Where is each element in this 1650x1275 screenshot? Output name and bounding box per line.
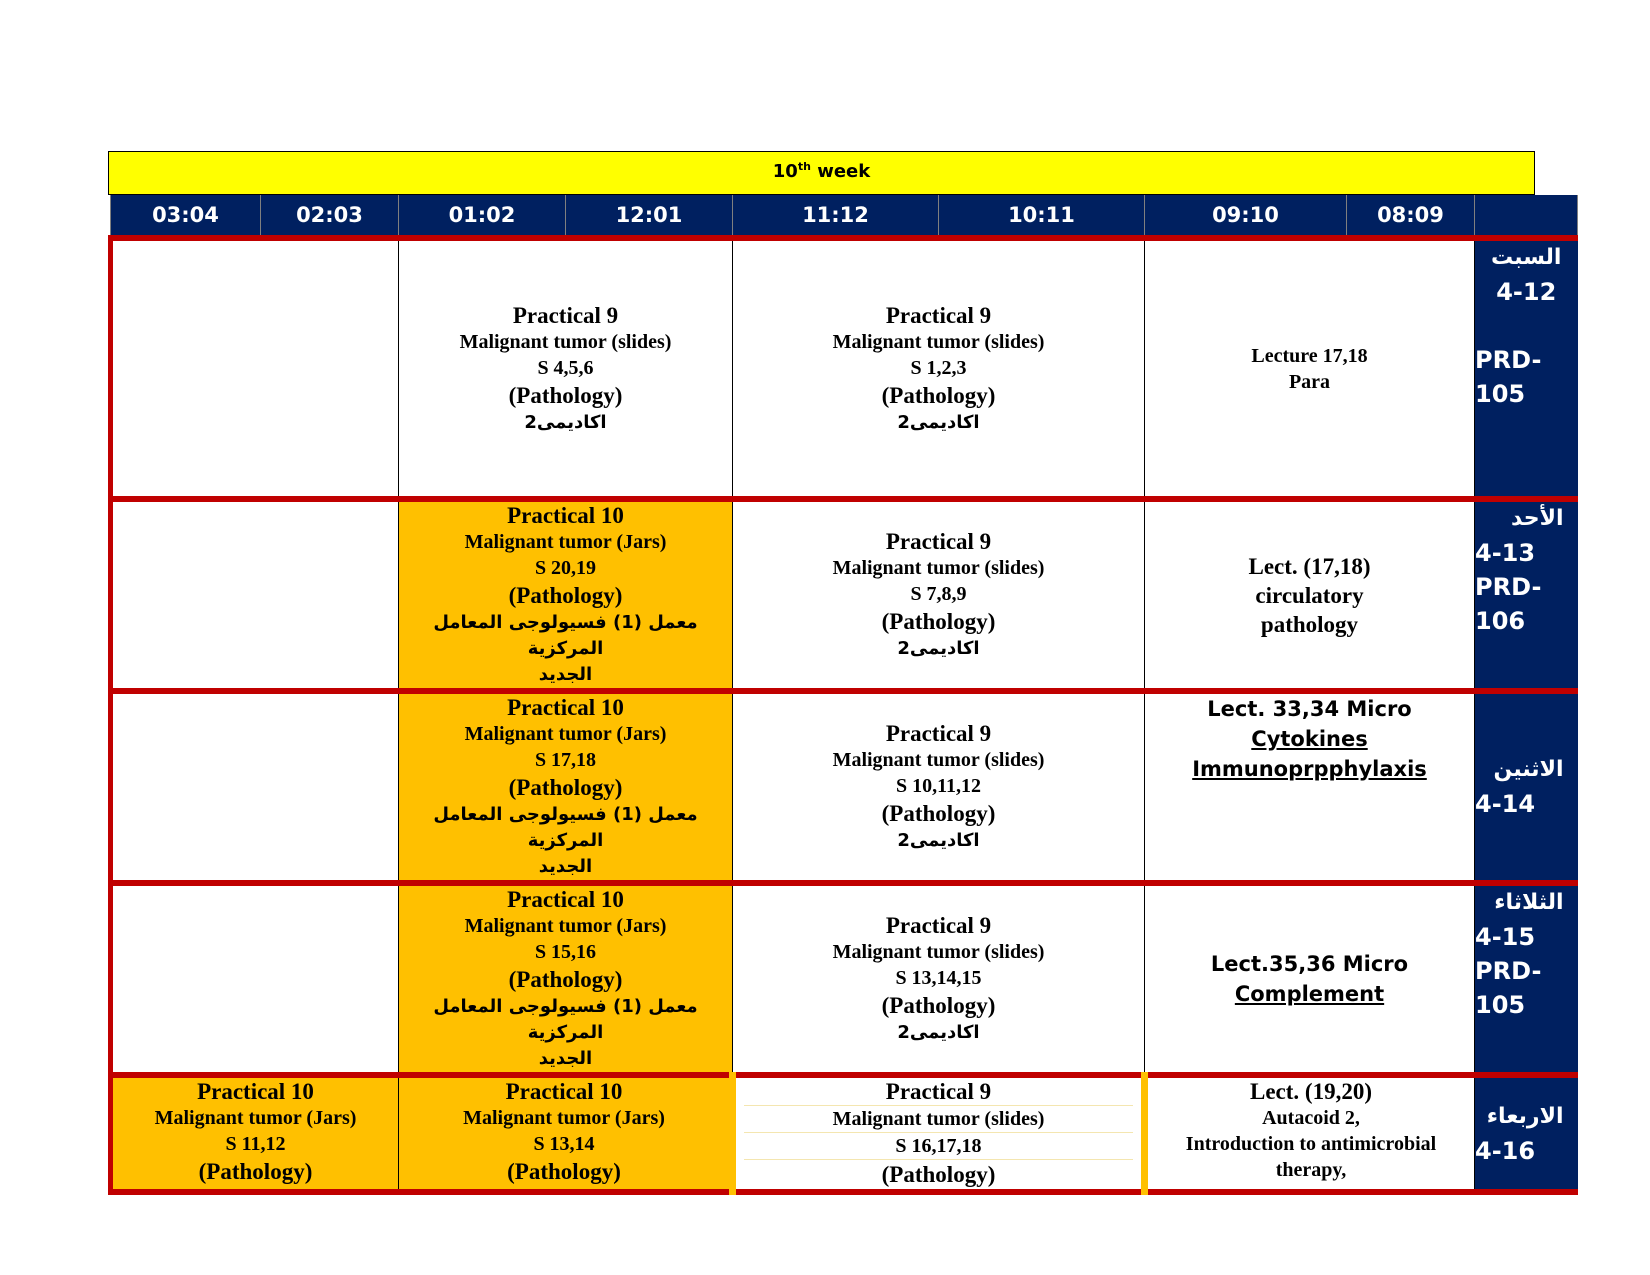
session-department: (Pathology) [508,583,623,608]
session-groups: S 10,11,12 [895,775,982,797]
lecture-title: Lect. (17,18) [1248,553,1371,579]
session-groups: S 16,17,18 [744,1133,1133,1160]
slot-1201 [399,238,733,499]
session-room: اكاديمى2 [897,1022,980,1043]
day-date: 4-14 [1475,790,1536,818]
lecture-title: Lecture 17,18 [1251,344,1368,367]
slot-0809 [1145,691,1475,883]
day-date: 4-16 [1475,1136,1536,1165]
session-topic: Malignant tumor (Jars) [154,1107,357,1129]
time-slot-header: 10:11 [939,195,1145,238]
session-groups: S 4,5,6 [537,356,594,379]
slot-1011 [733,883,1145,1075]
session-department: (Pathology) [881,993,996,1018]
session-groups: S 17,18 [534,749,597,771]
session-room: اكاديمى2 [897,638,980,659]
session-department: (Pathology) [198,1159,313,1184]
session-title: Practical 10 [507,503,624,528]
session-title: Practical 10 [507,695,624,720]
session-topic: Malignant tumor (slides) [459,330,672,353]
slot-1201 [399,499,733,691]
slot-0809 [1145,883,1475,1075]
slot-0809 [1145,1075,1475,1192]
time-slot-header: 08:09 [1347,195,1475,238]
session-department: (Pathology) [508,382,623,408]
lecture-topic: Immunoprpphylaxis [1192,757,1427,781]
day-row-sunday [111,499,1578,691]
time-slot-header: 01:02 [399,195,566,238]
day-date: 4-13 [1475,539,1536,567]
session-room-suffix: الجديد [538,856,593,877]
day-room: PRD- [1475,573,1542,601]
day-row-tuesday [111,883,1578,1075]
week-title: 10th week [108,151,1535,195]
session-department: (Pathology) [881,382,996,408]
lecture-title: Lect.35,36 Micro [1210,952,1409,976]
day-row-saturday [111,238,1578,499]
slot-1201 [399,691,733,883]
session-topic: Malignant tumor (slides) [832,557,1045,579]
day-label-tuesday [1475,883,1578,1075]
session-topic: Malignant tumor (slides) [832,330,1045,353]
lecture-topic: Cytokines [1251,727,1368,751]
session-room-suffix: الجديد [538,1048,593,1069]
session-topic: Malignant tumor (slides) [832,941,1045,963]
session-title: Practical 9 [885,913,992,938]
slot-1201 [399,883,733,1075]
slot-1011 [733,499,1145,691]
slot-afternoon [111,238,399,499]
day-label-sunday [1475,499,1578,691]
session-groups: S 1,2,3 [910,356,967,379]
session-room: معمل (1) فسيولوجى المعامل المركزية [433,612,698,659]
slot-1011 [733,238,1145,499]
day-name: الأحد [1511,506,1564,531]
lecture-topic: Autacoid 2, [1262,1107,1360,1129]
session-department: (Pathology) [508,775,623,800]
session-title: Practical 10 [197,1079,314,1104]
session-title: Practical 10 [505,1079,623,1104]
time-slot-header: 12:01 [566,195,733,238]
day-room: PRD- [1475,957,1542,985]
session-topic: Malignant tumor (Jars) [463,1107,665,1129]
session-room: معمل (1) فسيولوجى المعامل المركزية [433,804,698,851]
slot-0809 [1145,238,1475,499]
day-room: PRD- [1475,346,1542,374]
slot-afternoon [111,883,399,1075]
session-topic: Malignant tumor (Jars) [464,723,667,745]
day-name: الاثنين [1493,757,1564,782]
session-groups: S 11,12 [225,1133,286,1155]
day-column-header [1475,195,1578,238]
lecture-title: Lect. 33,34 Micro [1207,697,1412,721]
day-label-wednesday [1475,1075,1578,1192]
session-room: اكاديمى2 [524,411,607,433]
session-department: (Pathology) [881,801,996,826]
time-slot-header: 02:03 [261,195,399,238]
session-groups: S 13,14,15 [895,967,982,989]
slot-1201 [399,1075,733,1192]
day-room-number: 105 [1475,380,1526,408]
session-department: (Pathology) [508,967,623,992]
session-topic: Malignant tumor (Jars) [464,915,667,937]
session-title: Practical 9 [744,1078,1133,1106]
slot-afternoon [111,499,399,691]
day-label-saturday [1475,238,1578,499]
session-groups: S 15,16 [534,941,597,963]
day-room-number: 105 [1475,991,1526,1019]
day-row-wednesday [111,1075,1578,1192]
session-title: Practical 9 [885,721,992,746]
session-department: (Pathology) [507,1159,621,1184]
slot-afternoon [111,1075,399,1192]
schedule-sheet [108,151,1564,1195]
day-name: الاربعاء [1486,1103,1564,1129]
session-room: اكاديمى2 [897,411,980,433]
lecture-subject: Para [1288,370,1331,393]
lecture-topic: Complement [1234,982,1385,1006]
session-topic: Malignant tumor (slides) [744,1106,1133,1133]
session-department: (Pathology) [881,609,996,634]
time-slot-header: 03:04 [111,195,261,238]
session-title: Practical 9 [512,302,619,328]
day-name: السبت [1491,245,1562,270]
session-room-suffix: الجديد [538,664,593,685]
time-slot-header: 09:10 [1145,195,1347,238]
lecture-title: Lect. (19,20) [1250,1079,1372,1104]
lecture-topic: Introduction to antimicrobial [1185,1133,1437,1155]
slot-0809 [1145,499,1475,691]
session-groups: S 7,8,9 [910,583,967,605]
session-title: Practical 10 [507,887,624,912]
day-date: 4-15 [1475,923,1536,951]
slot-1011 [733,691,1145,883]
day-name: الثلاثاء [1494,890,1564,915]
session-groups: S 13,14 [533,1133,595,1155]
session-room: اكاديمى2 [897,830,980,851]
day-row-monday [111,691,1578,883]
lecture-subject: pathology [1260,611,1359,637]
lecture-subject: circulatory [1255,582,1364,608]
session-department: (Pathology) [881,1162,996,1187]
session-groups: S 20,19 [534,557,597,579]
time-header-row [111,195,1578,238]
session-room: معمل (1) فسيولوجى المعامل المركزية [433,996,698,1043]
day-label-monday [1475,691,1578,883]
session-topic: Malignant tumor (slides) [832,749,1045,771]
slot-1011 [733,1075,1145,1192]
lecture-topic: therapy, [1275,1159,1347,1181]
schedule-table [108,195,1578,1195]
day-date: 4-12 [1496,278,1557,306]
session-topic: Malignant tumor (Jars) [464,531,667,553]
session-title: Practical 9 [885,302,992,328]
slot-afternoon [111,691,399,883]
time-slot-header: 11:12 [733,195,939,238]
session-title: Practical 9 [885,529,992,554]
day-room-number: 106 [1475,607,1526,635]
